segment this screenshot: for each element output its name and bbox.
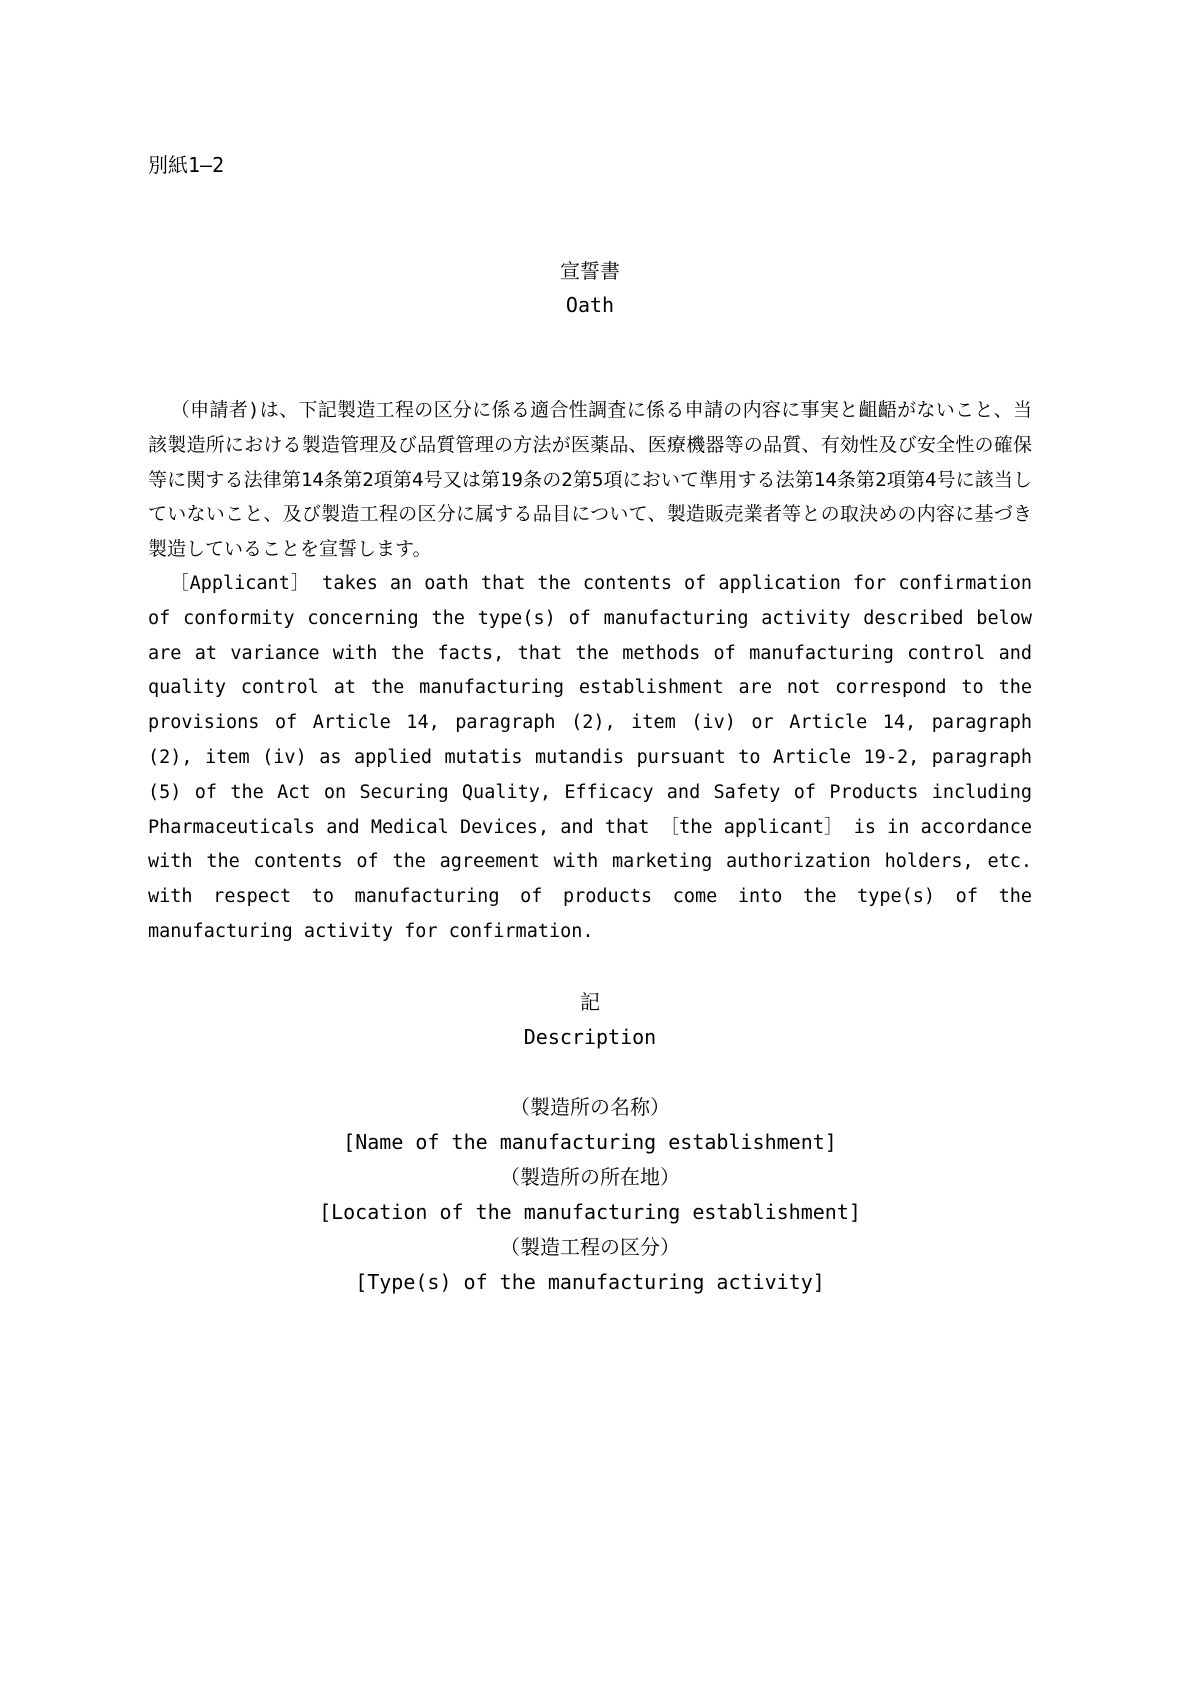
oath-paragraph-english: ［Applicant］ takes an oath that the contents of application for confirmation of conformity concerning the type(s) of manufacturing activity described below are at variance with the facts, that the methods of manufacturing control and quality control at the manufacturing establishment are not correspond to the provisions of Article 14, paragraph (2), item (iv) or Article 14, paragraph (2), item (iv) as applied mutatis mutandis pursuant to Article 19-2, paragraph (5) of the Act on Securing Quality, Efficacy and Safety of Products including Pharmaceuticals and Medical Devices, and that ［the applicant］ is in accordance with the contents of the agreement with marketing authorization holders, etc. with respect to manufacturing of products come into the type(s) of the manufacturing activity for confirmation.	[148, 572, 1032, 942]
annex-label: 別紙1―2	[148, 153, 225, 177]
item-name-english: [Name of the manufacturing establishment]	[343, 1130, 837, 1154]
description-items	[148, 1090, 1032, 1300]
title-english: Oath	[565, 293, 615, 317]
item-location-english: [Location of the manufacturing establishment]	[319, 1200, 861, 1224]
item-location-japanese: （製造所の所在地）	[500, 1165, 680, 1189]
description-heading-japanese: 記	[580, 990, 600, 1014]
description-heading-english: Description	[523, 1024, 657, 1049]
item-activity-type-english: [Type(s) of the manufacturing activity]	[355, 1270, 825, 1294]
oath-paragraph-japanese: （申請者)は、下記製造工程の区分に係る適合性調査に係る申請の内容に事実と齟齬がないこと、当該製造所における製造管理及び品質管理の方法が医薬品、医療機器等の品質、有効性及び安全性の確保等に関する法律第14条第2項第4号又は第19条の2第5項において準用する法第14条第2項第4号に該当していないこと、及び製造工程の区分に属する品目について、製造販売業者等との取決めの内容に基づき製造していることを宣誓します。	[148, 399, 1032, 561]
title-japanese: 宣誓書	[560, 259, 620, 283]
oath-body	[148, 393, 1032, 950]
description-heading	[148, 985, 1032, 1055]
item-activity-type-japanese: （製造工程の区分）	[500, 1235, 680, 1259]
title-block	[148, 254, 1032, 322]
item-name-japanese: （製造所の名称）	[510, 1095, 670, 1119]
